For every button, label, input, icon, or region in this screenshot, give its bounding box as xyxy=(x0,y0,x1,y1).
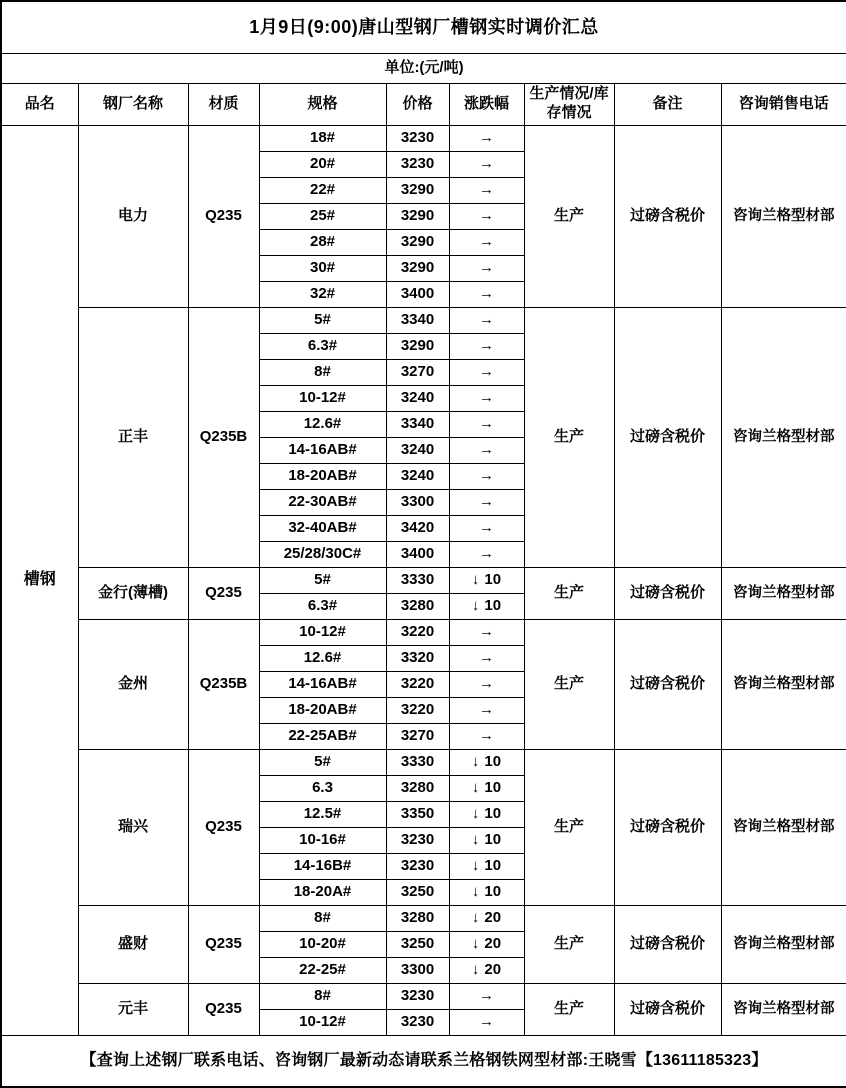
right-arrow-icon: → xyxy=(479,362,494,380)
price-cell: 3290 xyxy=(386,229,449,255)
production-status-cell: 生产 xyxy=(524,983,614,1035)
factory-name-cell: 金州 xyxy=(78,619,188,749)
trend-flat-cell xyxy=(449,619,524,645)
unit-row xyxy=(1,53,846,83)
trend-down-cell xyxy=(449,879,524,905)
contact-cell: 咨询兰格型材部 xyxy=(721,905,846,983)
remark-cell: 过磅含税价 xyxy=(614,619,721,749)
price-cell: 3320 xyxy=(386,645,449,671)
material-cell: Q235 xyxy=(188,125,259,307)
price-cell: 3240 xyxy=(386,463,449,489)
spec-cell: 8# xyxy=(259,359,386,385)
down-arrow-icon: ↓ xyxy=(471,882,480,900)
right-arrow-icon: → xyxy=(479,310,494,328)
price-cell: 3230 xyxy=(386,151,449,177)
price-cell: 3250 xyxy=(386,879,449,905)
trend-flat-cell xyxy=(449,723,524,749)
column-header-spec: 规格 xyxy=(259,83,386,125)
trend-flat-cell xyxy=(449,281,524,307)
trend-delta: 10 xyxy=(484,596,502,614)
trend-flat-cell xyxy=(449,125,524,151)
table-row xyxy=(1,905,846,931)
price-cell: 3230 xyxy=(386,1009,449,1035)
price-cell: 3330 xyxy=(386,567,449,593)
right-arrow-icon: → xyxy=(479,154,494,172)
down-arrow-icon: ↓ xyxy=(471,830,480,848)
price-cell: 3290 xyxy=(386,333,449,359)
trend-flat-cell xyxy=(449,385,524,411)
column-header-remark: 备注 xyxy=(614,83,721,125)
trend-flat-cell xyxy=(449,1009,524,1035)
table-row xyxy=(1,307,846,333)
trend-delta: 10 xyxy=(484,752,502,770)
spec-cell: 8# xyxy=(259,983,386,1009)
spec-cell: 22-25# xyxy=(259,957,386,983)
right-arrow-icon: → xyxy=(479,336,494,354)
spec-cell: 22# xyxy=(259,177,386,203)
table-row xyxy=(1,749,846,775)
spec-cell: 25/28/30C# xyxy=(259,541,386,567)
trend-flat-cell xyxy=(449,229,524,255)
spec-cell: 22-30AB# xyxy=(259,489,386,515)
spec-cell: 25# xyxy=(259,203,386,229)
spec-cell: 12.6# xyxy=(259,645,386,671)
right-arrow-icon: → xyxy=(479,388,494,406)
spec-cell: 32# xyxy=(259,281,386,307)
title-row xyxy=(1,1,846,53)
trend-down-cell xyxy=(449,801,524,827)
contact-cell: 咨询兰格型材部 xyxy=(721,567,846,619)
right-arrow-icon: → xyxy=(479,518,494,536)
down-arrow-icon: ↓ xyxy=(471,960,480,978)
trend-delta: 20 xyxy=(484,934,502,952)
right-arrow-icon: → xyxy=(479,180,494,198)
price-cell: 3220 xyxy=(386,671,449,697)
spec-cell: 10-12# xyxy=(259,1009,386,1035)
trend-flat-cell xyxy=(449,515,524,541)
price-cell: 3270 xyxy=(386,723,449,749)
price-cell: 3300 xyxy=(386,489,449,515)
spec-cell: 12.6# xyxy=(259,411,386,437)
price-cell: 3220 xyxy=(386,619,449,645)
factory-name-cell: 电力 xyxy=(78,125,188,307)
down-arrow-icon: ↓ xyxy=(471,934,480,952)
trend-flat-cell xyxy=(449,177,524,203)
table-row xyxy=(1,567,846,593)
right-arrow-icon: → xyxy=(479,258,494,276)
spec-cell: 5# xyxy=(259,567,386,593)
price-cell: 3400 xyxy=(386,281,449,307)
price-cell: 3240 xyxy=(386,437,449,463)
spec-cell: 10-20# xyxy=(259,931,386,957)
trend-flat-cell xyxy=(449,411,524,437)
column-header-price: 价格 xyxy=(386,83,449,125)
spec-cell: 18-20AB# xyxy=(259,463,386,489)
trend-down-cell xyxy=(449,775,524,801)
spec-cell: 12.5# xyxy=(259,801,386,827)
spec-cell: 18-20AB# xyxy=(259,697,386,723)
trend-delta: 10 xyxy=(484,882,502,900)
production-status-cell: 生产 xyxy=(524,905,614,983)
spec-cell: 14-16AB# xyxy=(259,437,386,463)
trend-delta: 10 xyxy=(484,804,502,822)
product-name-cell: 槽钢 xyxy=(1,125,78,1035)
down-arrow-icon: ↓ xyxy=(471,752,480,770)
trend-delta: 20 xyxy=(484,960,502,978)
column-header-factory: 钢厂名称 xyxy=(78,83,188,125)
right-arrow-icon: → xyxy=(479,648,494,666)
remark-cell: 过磅含税价 xyxy=(614,749,721,905)
factory-name-cell: 正丰 xyxy=(78,307,188,567)
price-cell: 3340 xyxy=(386,411,449,437)
trend-flat-cell xyxy=(449,333,524,359)
column-header-production: 生产情况/库存情况 xyxy=(524,83,614,125)
trend-flat-cell xyxy=(449,983,524,1009)
right-arrow-icon: → xyxy=(479,414,494,432)
trend-down-cell xyxy=(449,567,524,593)
trend-down-cell xyxy=(449,749,524,775)
spec-cell: 32-40AB# xyxy=(259,515,386,541)
spec-cell: 5# xyxy=(259,749,386,775)
trend-flat-cell xyxy=(449,671,524,697)
down-arrow-icon: ↓ xyxy=(471,804,480,822)
spec-cell: 10-12# xyxy=(259,385,386,411)
spec-cell: 6.3# xyxy=(259,593,386,619)
trend-down-cell xyxy=(449,853,524,879)
right-arrow-icon: → xyxy=(479,674,494,692)
price-table-body xyxy=(1,125,846,1035)
price-cell: 3330 xyxy=(386,749,449,775)
contact-cell: 咨询兰格型材部 xyxy=(721,125,846,307)
material-cell: Q235 xyxy=(188,567,259,619)
material-cell: Q235 xyxy=(188,983,259,1035)
factory-name-cell: 瑞兴 xyxy=(78,749,188,905)
down-arrow-icon: ↓ xyxy=(471,856,480,874)
price-cell: 3340 xyxy=(386,307,449,333)
down-arrow-icon: ↓ xyxy=(471,908,480,926)
right-arrow-icon: → xyxy=(479,128,494,146)
trend-flat-cell xyxy=(449,255,524,281)
column-header-contact: 咨询销售电话 xyxy=(721,83,846,125)
trend-delta: 10 xyxy=(484,856,502,874)
trend-delta: 10 xyxy=(484,570,502,588)
table-row xyxy=(1,619,846,645)
trend-delta: 20 xyxy=(484,908,502,926)
trend-flat-cell xyxy=(449,151,524,177)
price-cell: 3250 xyxy=(386,931,449,957)
price-cell: 3290 xyxy=(386,177,449,203)
right-arrow-icon: → xyxy=(479,726,494,744)
price-cell: 3280 xyxy=(386,775,449,801)
trend-flat-cell xyxy=(449,203,524,229)
spec-cell: 20# xyxy=(259,151,386,177)
spec-cell: 18# xyxy=(259,125,386,151)
spec-cell: 5# xyxy=(259,307,386,333)
price-cell: 3280 xyxy=(386,905,449,931)
trend-delta: 10 xyxy=(484,778,502,796)
spec-cell: 28# xyxy=(259,229,386,255)
contact-cell: 咨询兰格型材部 xyxy=(721,749,846,905)
trend-down-cell xyxy=(449,931,524,957)
page-title: 1月9日(9:00)唐山型钢厂槽钢实时调价汇总 xyxy=(1,1,846,53)
material-cell: Q235 xyxy=(188,749,259,905)
right-arrow-icon: → xyxy=(479,1012,494,1030)
down-arrow-icon: ↓ xyxy=(471,778,480,796)
material-cell: Q235B xyxy=(188,619,259,749)
footer-note: 【查询上述钢厂联系电话、咨询钢厂最新动态请联系兰格钢铁网型材部:王晓雪【13611185323】 xyxy=(1,1035,846,1087)
column-header-product: 品名 xyxy=(1,83,78,125)
trend-flat-cell xyxy=(449,307,524,333)
trend-flat-cell xyxy=(449,697,524,723)
table-row xyxy=(1,983,846,1009)
remark-cell: 过磅含税价 xyxy=(614,983,721,1035)
remark-cell: 过磅含税价 xyxy=(614,307,721,567)
production-status-cell: 生产 xyxy=(524,307,614,567)
production-status-cell: 生产 xyxy=(524,125,614,307)
contact-cell: 咨询兰格型材部 xyxy=(721,983,846,1035)
factory-name-cell: 元丰 xyxy=(78,983,188,1035)
remark-cell: 过磅含税价 xyxy=(614,567,721,619)
down-arrow-icon: ↓ xyxy=(471,596,480,614)
spec-cell: 22-25AB# xyxy=(259,723,386,749)
price-cell: 3290 xyxy=(386,255,449,281)
production-status-cell: 生产 xyxy=(524,749,614,905)
price-cell: 3420 xyxy=(386,515,449,541)
column-header-material: 材质 xyxy=(188,83,259,125)
price-cell: 3280 xyxy=(386,593,449,619)
price-cell: 3240 xyxy=(386,385,449,411)
down-arrow-icon: ↓ xyxy=(471,570,480,588)
footer-row xyxy=(1,1035,846,1087)
spec-cell: 30# xyxy=(259,255,386,281)
trend-down-cell xyxy=(449,827,524,853)
price-cell: 3270 xyxy=(386,359,449,385)
right-arrow-icon: → xyxy=(479,700,494,718)
right-arrow-icon: → xyxy=(479,206,494,224)
factory-name-cell: 盛财 xyxy=(78,905,188,983)
trend-flat-cell xyxy=(449,541,524,567)
right-arrow-icon: → xyxy=(479,466,494,484)
factory-name-cell: 金行(薄槽) xyxy=(78,567,188,619)
spec-cell: 10-16# xyxy=(259,827,386,853)
trend-flat-cell xyxy=(449,437,524,463)
trend-flat-cell xyxy=(449,645,524,671)
column-header-row xyxy=(1,83,846,125)
trend-down-cell xyxy=(449,957,524,983)
material-cell: Q235 xyxy=(188,905,259,983)
spec-cell: 8# xyxy=(259,905,386,931)
unit-label: 单位:(元/吨) xyxy=(1,53,846,83)
spec-cell: 6.3 xyxy=(259,775,386,801)
production-status-cell: 生产 xyxy=(524,619,614,749)
price-cell: 3400 xyxy=(386,541,449,567)
contact-cell: 咨询兰格型材部 xyxy=(721,619,846,749)
trend-flat-cell xyxy=(449,489,524,515)
trend-down-cell xyxy=(449,905,524,931)
production-status-cell: 生产 xyxy=(524,567,614,619)
spec-cell: 18-20A# xyxy=(259,879,386,905)
trend-down-cell xyxy=(449,593,524,619)
right-arrow-icon: → xyxy=(479,232,494,250)
spec-cell: 14-16B# xyxy=(259,853,386,879)
column-header-change: 涨跌幅 xyxy=(449,83,524,125)
remark-cell: 过磅含税价 xyxy=(614,125,721,307)
right-arrow-icon: → xyxy=(479,986,494,1004)
price-cell: 3300 xyxy=(386,957,449,983)
spec-cell: 6.3# xyxy=(259,333,386,359)
price-cell: 3230 xyxy=(386,983,449,1009)
right-arrow-icon: → xyxy=(479,440,494,458)
trend-flat-cell xyxy=(449,359,524,385)
right-arrow-icon: → xyxy=(479,284,494,302)
price-cell: 3350 xyxy=(386,801,449,827)
price-cell: 3230 xyxy=(386,125,449,151)
right-arrow-icon: → xyxy=(479,492,494,510)
spec-cell: 10-12# xyxy=(259,619,386,645)
remark-cell: 过磅含税价 xyxy=(614,905,721,983)
price-cell: 3230 xyxy=(386,853,449,879)
price-cell: 3290 xyxy=(386,203,449,229)
trend-flat-cell xyxy=(449,463,524,489)
material-cell: Q235B xyxy=(188,307,259,567)
trend-delta: 10 xyxy=(484,830,502,848)
price-cell: 3220 xyxy=(386,697,449,723)
table-row xyxy=(1,125,846,151)
price-cell: 3230 xyxy=(386,827,449,853)
right-arrow-icon: → xyxy=(479,622,494,640)
spec-cell: 14-16AB# xyxy=(259,671,386,697)
contact-cell: 咨询兰格型材部 xyxy=(721,307,846,567)
right-arrow-icon: → xyxy=(479,544,494,562)
